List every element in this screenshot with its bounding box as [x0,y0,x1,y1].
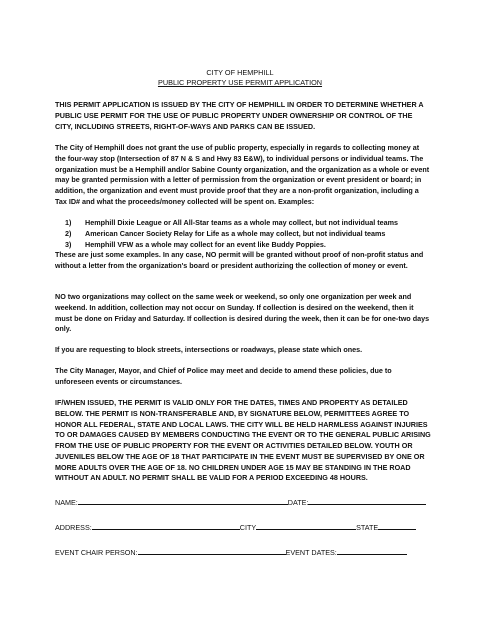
example-text: American Cancer Society Relay for Life as a whole may collect, but not individual teams [85,228,386,238]
event-dates-label: EVENT DATES: [285,548,337,557]
example-number: 1) [65,218,72,227]
address-row [55,521,435,533]
name-date-row [55,496,435,508]
date-label: DATE: [287,498,309,507]
example-item [55,229,431,240]
address-label: ADDRESS: [55,523,92,532]
event-chair-row [55,546,435,558]
event-chair-field[interactable] [138,546,286,555]
policy-paragraph: The City of Hemphill does not grant the use of public property, especially in regards to collecting money at the four-way stop (Intersection of 87 N & S and Hwy 83 E&W), to individual persons or individual teams. The organization must be a Hemphill and/or Sabine County organization, and the organization as a whole or event may be granted permission with a letter of permission from the organization or event president or board; in addition, the organization and event must provide proof that they are a non-profit organization, including a Tax ID# and what the proceeds/money collected will be spent on. Examples: [55,143,430,206]
after-examples-paragraph: These are just some examples. In any case, NO permit will be granted without proof of non-profit status and without a letter from the organization's board or president authorizing the collection of money or event. [55,250,424,270]
city-field[interactable] [256,521,356,530]
example-number: 2) [65,228,72,238]
example-text: Hemphill VFW as a whole may collect for an event like Buddy Poppies. [85,239,326,249]
example-item [55,240,431,251]
date-field[interactable] [308,496,426,505]
name-field[interactable] [78,496,288,505]
examples-list [55,218,431,250]
city-heading: CITY OF HEMPHILL [206,68,274,77]
state-label: STATE [356,523,379,532]
terms-paragraph: IF/WHEN ISSUED, THE PERMIT IS VALID ONLY FOR THE DATES, TIMES AND PROPERTY AS DETAILED BELOW. THE PERMIT IS NON-TRANSFERABLE AND, BY SIGNATURE BELOW, PERMITTEES AGREE TO HONOR ALL FEDERAL, STATE AND LOCAL LAWS. THE CITY WILL BE HELD HARMLESS AGAINST INJURIES TO OR DAMAGES CAUSED BY MEMBERS CONDUCTING THE EVENT OR TO THE GENERAL PUBLIC ARISING FROM THE USE OF PUBLIC PROPERTY FOR THE EVENT OR ACTIVITIES DETAILED BELOW. YOUTH OR JUVENILES BELOW THE AGE OF 18 THAT PARTICIPATE IN THE EVENT MUST BE SUPERVISED BY ONE OR MORE ADULTS OVER THE AGE OF 18. NO CHILDREN UNDER AGE 15 MAY BE STANDING IN THE ROAD WITHOUT AN ADULT. NO PERMIT SHALL BE VALID FOR A PERIOD EXCEEDING 48 HOURS. [55,398,431,483]
example-number: 3) [65,239,72,249]
weekends-paragraph: NO two organizations may collect on the same week or weekend, so only one organization per week and weekend. In addition, collection may not occur on Sunday. If collection is desired on the weekend, then it must be done on Friday and Saturday. If collection is desired during the week, then it can be for one-two days only. [55,292,430,334]
city-label: CITY [239,523,257,532]
event-chair-label: EVENT CHAIR PERSON: [55,548,138,557]
state-field[interactable] [378,521,416,530]
name-label: NAME: [55,498,78,507]
block-streets-paragraph: If you are requesting to block streets, intersections or roadways, please state which ones. [55,345,363,354]
address-field[interactable] [92,521,240,530]
amend-paragraph: The City Manager, Mayor, and Chief of Police may meet and decide to amend these policies, due to unforeseen events or circumstances. [55,366,392,386]
intro-paragraph: THIS PERMIT APPLICATION IS ISSUED BY THE CITY OF HEMPHILL IN ORDER TO DETERMINE WHETHER A PUBLIC USE PERMIT FOR THE USE OF PUBLIC PROPERTY UNDER OWNERSHIP OR CONTROL OF THE CITY, INCLUDING STREETS, RIGHT-OF-WAYS AND PARKS CAN BE ISSUED. [55,100,424,131]
event-dates-field[interactable] [337,546,407,555]
example-text: Hemphill Dixie League or All All-Star teams as a whole may collect, but not individual teams [85,218,398,227]
document-title: PUBLIC PROPERTY USE PERMIT APPLICATION [157,78,323,87]
example-item [55,218,431,229]
